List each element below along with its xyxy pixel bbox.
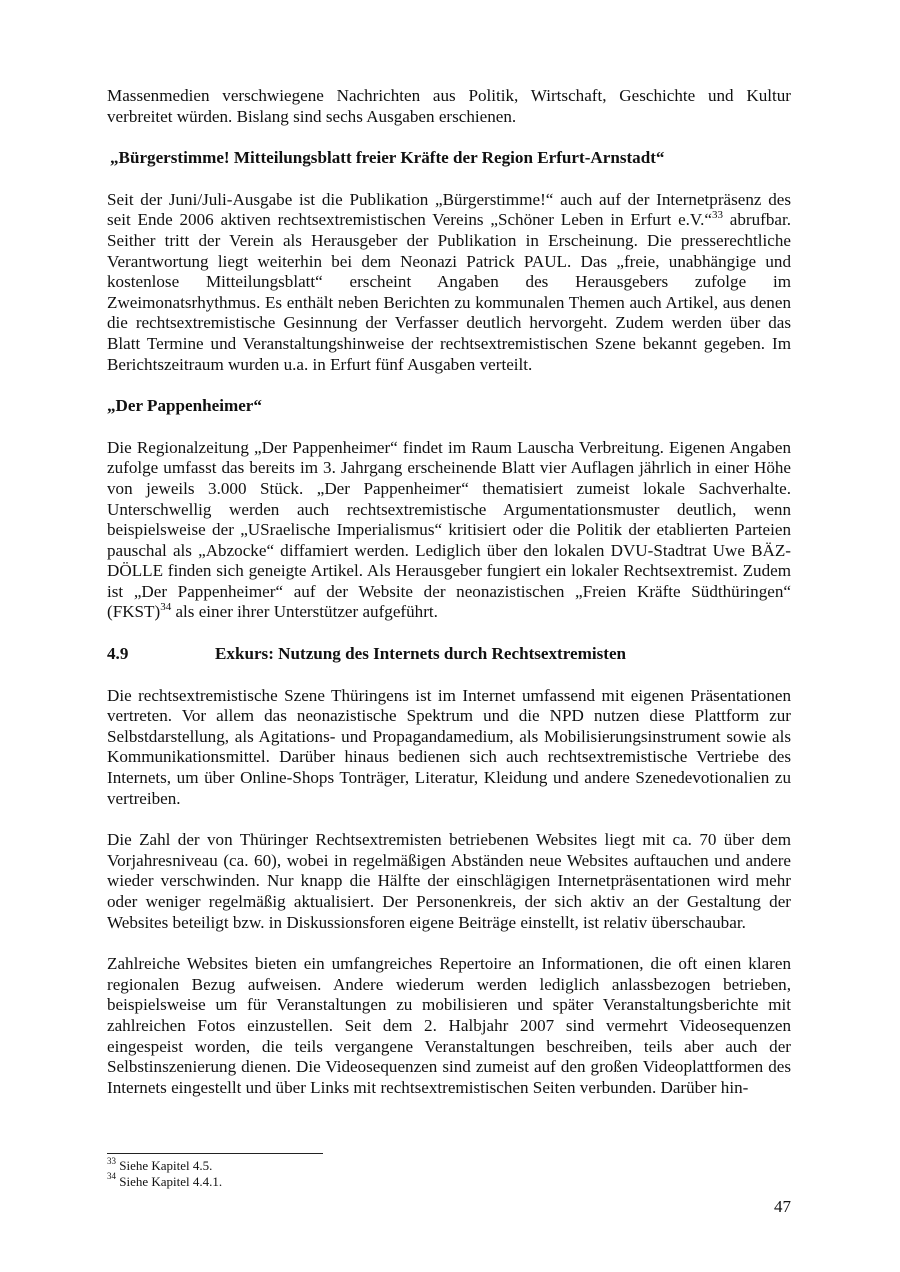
page-body [107,86,791,1098]
pappenheimer-paragraph [107,438,791,623]
heading-buergerstimme: „Bürgerstimme! Mitteilungsblatt freier Kräfte der Region Erfurt-Arnstadt“ [110,148,665,168]
section-number: 4.9 [107,644,129,664]
buergerstimme-paragraph [107,190,791,375]
footnote-text: Siehe Kapitel 4.5. [116,1158,213,1173]
section-title: Exkurs: Nutzung des Internets durch Rechtsextremisten [215,644,627,664]
pappenheimer-text-2: als einer ihrer Unterstützer aufgeführt. [171,602,438,622]
footnote-ref-34: 34 [160,600,172,613]
footnote-text: Siehe Kapitel 4.4.1. [116,1173,223,1189]
footnote-number: 33 [107,1155,116,1166]
footnote-34 [107,1171,223,1190]
paragraph-internet-2: Die Zahl der von Thüringer Rechtsextremisten betriebenen Websites liegt mit ca. 70 über dem Vorjahresniveau (ca. 60), wobei in regelmäßigen Abständen neue Websites auftauchen und andere wieder verschwinden. Nur knapp die Hälfte der einschlägigen Internetpräsentationen wird mehr oder weniger regelmäßig aktualisiert. Der Personenkreis, der sich aktiv an der Gestaltung der Websites beteiligt bzw. in Diskussionsforen eigene Beiträge einstellt, ist relativ überschaubar. [107,830,791,932]
buergerstimme-text-2: abrufbar. Seither tritt der Verein als Herausgeber der Publikation in Erscheinung. Die presserechtliche Verantwortung liegt weiterhin bei dem Neonazi Patrick PAUL. Das „freie, unabhängige und kostenlose Mitteilungsblatt“ erscheint Angaben des Herausgebers zufolge im Zweimonatsrhythmus. Es enthält neben Berichten zu kommunalen Themen auch Artikel, aus denen die rechtsextremistische Gesinnung der Verfasser deutlich hervorgeht. Zudem werden über das Blatt Termine und Veranstaltungshinweise der rechtsextremistischen Szene bekannt gegeben. Im Berichtszeitraum wurden u.a. in Erfurt fünf Ausgaben verteilt. [107,210,791,374]
intro-paragraph: Massenmedien verschwiegene Nachrichten aus Politik, Wirtschaft, Geschichte und Kultur verbreitet würden. Bislang sind sechs Ausgaben erschienen. [107,86,791,126]
buergerstimme-text-1: Seit der Juni/Juli-Ausgabe ist die Publikation „Bürgerstimme!“ auch auf der Internetpräsenz des seit Ende 2006 aktiven rechtsextremistischen Vereins „Schöner Leben in Erfurt e.V.“ [107,189,791,230]
paragraph-internet-3: Zahlreiche Websites bieten ein umfangreiches Repertoire an Informationen, die oft einen klaren regionalen Bezug aufweisen. Andere wiederum werden lediglich anlassbezogen betrieben, beispielsweise um für Veranstaltungen zu mobilisieren und später Veranstaltungsberichte mit zahlreichen Fotos einzustellen. Seit dem 2. Halbjahr 2007 sind vermehrt Videosequenzen eingespeist worden, die teils vergangene Veranstaltungen beschreiben, teils aber auch der Selbstinszenierung dienen. Die Videosequenzen sind zumeist auf den großen Videoplattformen des Internets eingestellt und über Links mit rechtsextremistischen Seiten verbunden. Darüber hin- [107,954,791,1097]
footnote-ref-33: 33 [711,208,723,221]
page-number: 47 [774,1197,791,1216]
heading-pappenheimer: „Der Pappenheimer“ [107,396,262,416]
footnote-number: 34 [107,1171,116,1182]
footnote-33 [107,1155,222,1174]
section-heading [107,644,791,665]
footnotes [107,1155,223,1189]
paragraph-internet-1: Die rechtsextremistische Szene Thüringens ist im Internet umfassend mit eigenen Präsentationen vertreten. Vor allem das neonazistische Spektrum und die NPD nutzen diese Plattform zur Selbstdarstellung, als Agitations- und Propagandamedium, als Mobilisierungsinstrument sowie als Kommunikationsmittel. Darüber hinaus bedienen sich auch rechtsextremistische Vertriebe des Internets, um über Online-Shops Tonträger, Literatur, Kleidung und andere Szenedevotionalien zu vertreiben. [107,685,791,808]
pappenheimer-text-1: Die Regionalzeitung „Der Pappenheimer“ findet im Raum Lauscha Verbreitung. Eigenen Angaben zufolge umfasst das bereits im 3. Jahrgang erscheinende Blatt vier Auflagen jährlich in einer Höhe von jeweils 3.000 Stück. „Der Pappenheimer“ thematisiert zumeist lokale Sachverhalte. Unterschwellig werden auch rechtsextremistische Argumentationsmuster deutlich, wenn beispielsweise der „USraelische Imperialismus“ kritisiert oder die Politik der etablierten Parteien pauschal als „Abzocke“ diffamiert werden. Lediglich über den lokalen DVU-Stadtrat Uwe BÄZ-DÖLLE finden sich geneigte Artikel. Als Herausgeber fungiert ein lokaler Rechtsextremist. Zudem ist „Der Pappenheimer“ auf der Website der neonazistischen „Freien Kräfte Südthüringen“ (FKST) [107,437,791,622]
footnote-divider [107,1153,323,1154]
